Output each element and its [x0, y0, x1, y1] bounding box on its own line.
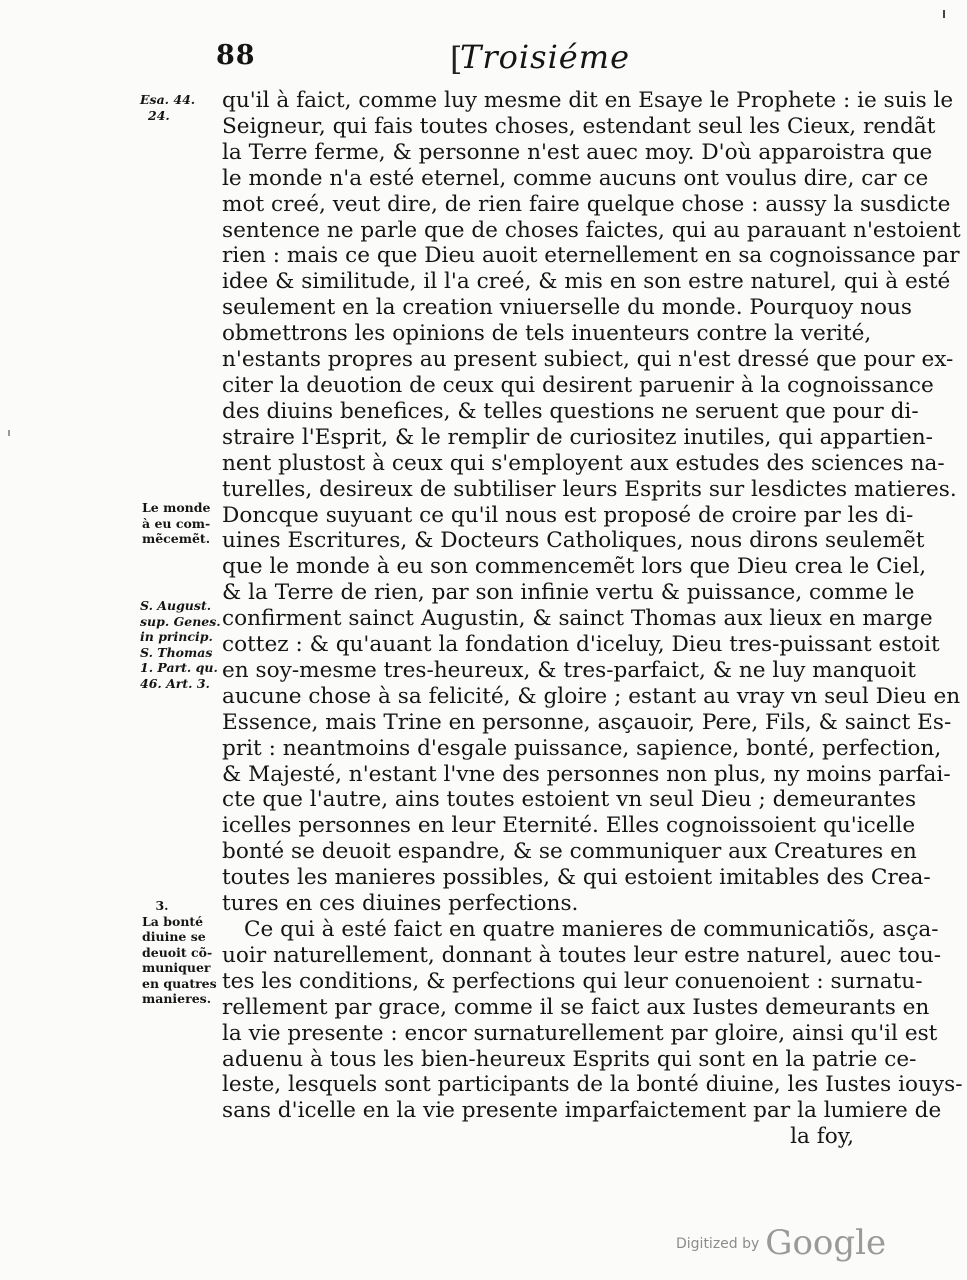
margin-note-goodness	[142, 898, 220, 1007]
text-line: confirment sainct Augustin, & sainct Thomas aux lieux en marge	[222, 606, 933, 632]
text-line: Ce qui à esté faict en quatre manieres de communicatiõs, asça-	[244, 917, 939, 942]
margin-line: in princip.	[140, 629, 213, 644]
text-line: tures en ces diuines perfections.	[222, 891, 579, 917]
margin-line: mẽcemẽt.	[142, 531, 211, 546]
page-number: 88	[216, 40, 256, 71]
margin-note-number: 3.	[155, 898, 169, 913]
text-line: straire l'Esprit, & le remplir de curiositez inutiles, qui appartien-	[222, 424, 933, 450]
margin-line: La bonté	[142, 913, 204, 929]
text-line: aduenu à tous les bien-heureux Esprits qui sont en la patrie ce-	[222, 1046, 917, 1072]
text-line: rellement par grace, comme il se faict aux Iustes demeurants en	[222, 994, 930, 1020]
margin-line: S. Thomas	[140, 644, 213, 660]
text-line: turelles, desireux de subtiliser leurs Esprits sur lesdictes matieres.	[222, 476, 957, 502]
header-bracket-mark: [	[450, 40, 463, 78]
text-line: Doncque suyuant ce qu'il nous est proposé de croire par les di-	[222, 502, 914, 528]
margin-line: à eu com-	[142, 515, 211, 531]
text-line: sentence ne parle que de choses faictes, qui au parauant n'estoient	[222, 217, 961, 243]
margin-line: muniquer	[142, 960, 211, 975]
digitized-label: Digitized by	[676, 1236, 760, 1252]
margin-line: 1. Part. qu.	[140, 660, 218, 675]
margin-line: sup. Genes.	[140, 613, 221, 629]
text-line: rien : mais ce que Dieu auoit eternellement en sa cognoissance par	[222, 243, 960, 269]
margin-line: deuoit cõ-	[142, 944, 213, 960]
margin-note-isaiah	[140, 92, 218, 123]
text-line: uoir naturellement, donnant à toutes leur estre naturel, auec tou-	[222, 942, 942, 968]
running-head: Troisiéme	[460, 38, 631, 76]
text-line: uines Escritures, & Docteurs Catholiques, nous dirons seulemẽt	[222, 528, 925, 554]
text-line: mot creé, veut dire, de rien faire quelque chose : aussy la susdicte	[222, 191, 951, 217]
text-line: le monde n'a esté eternel, comme aucuns ont voulus dire, car ce	[222, 165, 929, 191]
edge-mark	[943, 10, 945, 18]
margin-line: diuine se	[142, 929, 206, 944]
text-line: cottez : & qu'auant la fondation d'iceluy, Dieu tres-puissant estoit	[222, 632, 940, 658]
margin-line: Esa. 44.	[140, 92, 196, 107]
margin-line: Le monde	[142, 500, 211, 515]
google-logo: Google	[765, 1223, 887, 1263]
margin-line: S. August.	[140, 598, 212, 613]
text-line: que le monde à eu son commencemẽt lors que Dieu crea le Ciel,	[222, 554, 927, 580]
body-text	[222, 88, 963, 1150]
text-line: & la Terre de rien, par son infinie vertu & puissance, comme le	[222, 580, 915, 606]
digitized-watermark	[676, 1217, 887, 1263]
text-line: idee & similitude, il l'a creé, & mis en son estre naturel, qui à esté	[222, 269, 951, 295]
text-line: sans d'icelle en la vie presente imparfaictement par la lumiere de	[222, 1098, 942, 1124]
text-line: la vie presente : encor surnaturellement par gloire, ainsi qu'il est	[222, 1020, 938, 1046]
text-line: des diuins benefices, & telles questions ne seruent que pour di-	[222, 398, 919, 424]
text-line: bonté se deuoit espandre, & se communiquer aux Creatures en	[222, 839, 917, 865]
text-line: cte que l'autre, ains toutes estoient vn seul Dieu ; demeurantes	[222, 787, 917, 813]
text-line: en soy-mesme tres-heureux, & tres-parfaict, & ne luy manquoit	[222, 657, 916, 683]
margin-line: en quatres	[142, 975, 217, 991]
text-line: Seigneur, qui fais toutes choses, estendant seul les Cieux, rendãt	[222, 113, 936, 139]
text-line: obmettrons les opinions de tels inuenteurs contre la verité,	[222, 321, 872, 347]
text-line: la Terre ferme, & personne n'est auec moy. D'où apparoistra que	[222, 139, 933, 165]
text-line: n'estants propres au present subiect, qui n'est dressé que pour ex-	[222, 347, 954, 373]
margin-line: 24.	[148, 107, 170, 123]
text-line: tes les conditions, & perfections qui leur conuenoient : surnatu-	[222, 968, 923, 994]
margin-line: 46. Art. 3.	[140, 675, 210, 691]
text-line: seulement en la creation vniuerselle du monde. Pourquoy nous	[222, 295, 912, 321]
text-line: prit : neantmoins d'esgale puissance, sapience, bonté, perfection,	[222, 735, 942, 761]
text-line: icelles personnes en leur Eternité. Elles cognoissoient qu'icelle	[222, 813, 916, 839]
text-line: & Majesté, n'estant l'vne des personnes non plus, ny moins parfai-	[222, 761, 951, 787]
text-line: Essence, mais Trine en personne, asçauoir, Pere, Fils, & sainct Es-	[222, 709, 952, 735]
margin-note-references	[140, 598, 221, 691]
text-line: nent plustost à ceux qui s'employent aux estudes des sciences na-	[222, 450, 945, 476]
text-line: toutes les manieres possibles, & qui estoient imitables des Crea-	[222, 865, 931, 891]
paper-speck	[8, 430, 10, 436]
text-line: qu'il à faict, comme luy mesme dit en Esaye le Prophete : ie suis le	[222, 88, 954, 113]
catchword: la foy,	[790, 1124, 854, 1150]
text-line: leste, lesquels sont participants de la bonté diuine, les Iustes iouys-	[222, 1072, 963, 1098]
margin-note-world	[142, 500, 220, 547]
text-line: aucune chose à sa felicité, & gloire ; estant au vray vn seul Dieu en	[222, 683, 961, 709]
text-line: citer la deuotion de ceux qui desirent paruenir à la cognoissance	[222, 372, 934, 398]
margin-line: manieres.	[142, 991, 212, 1006]
